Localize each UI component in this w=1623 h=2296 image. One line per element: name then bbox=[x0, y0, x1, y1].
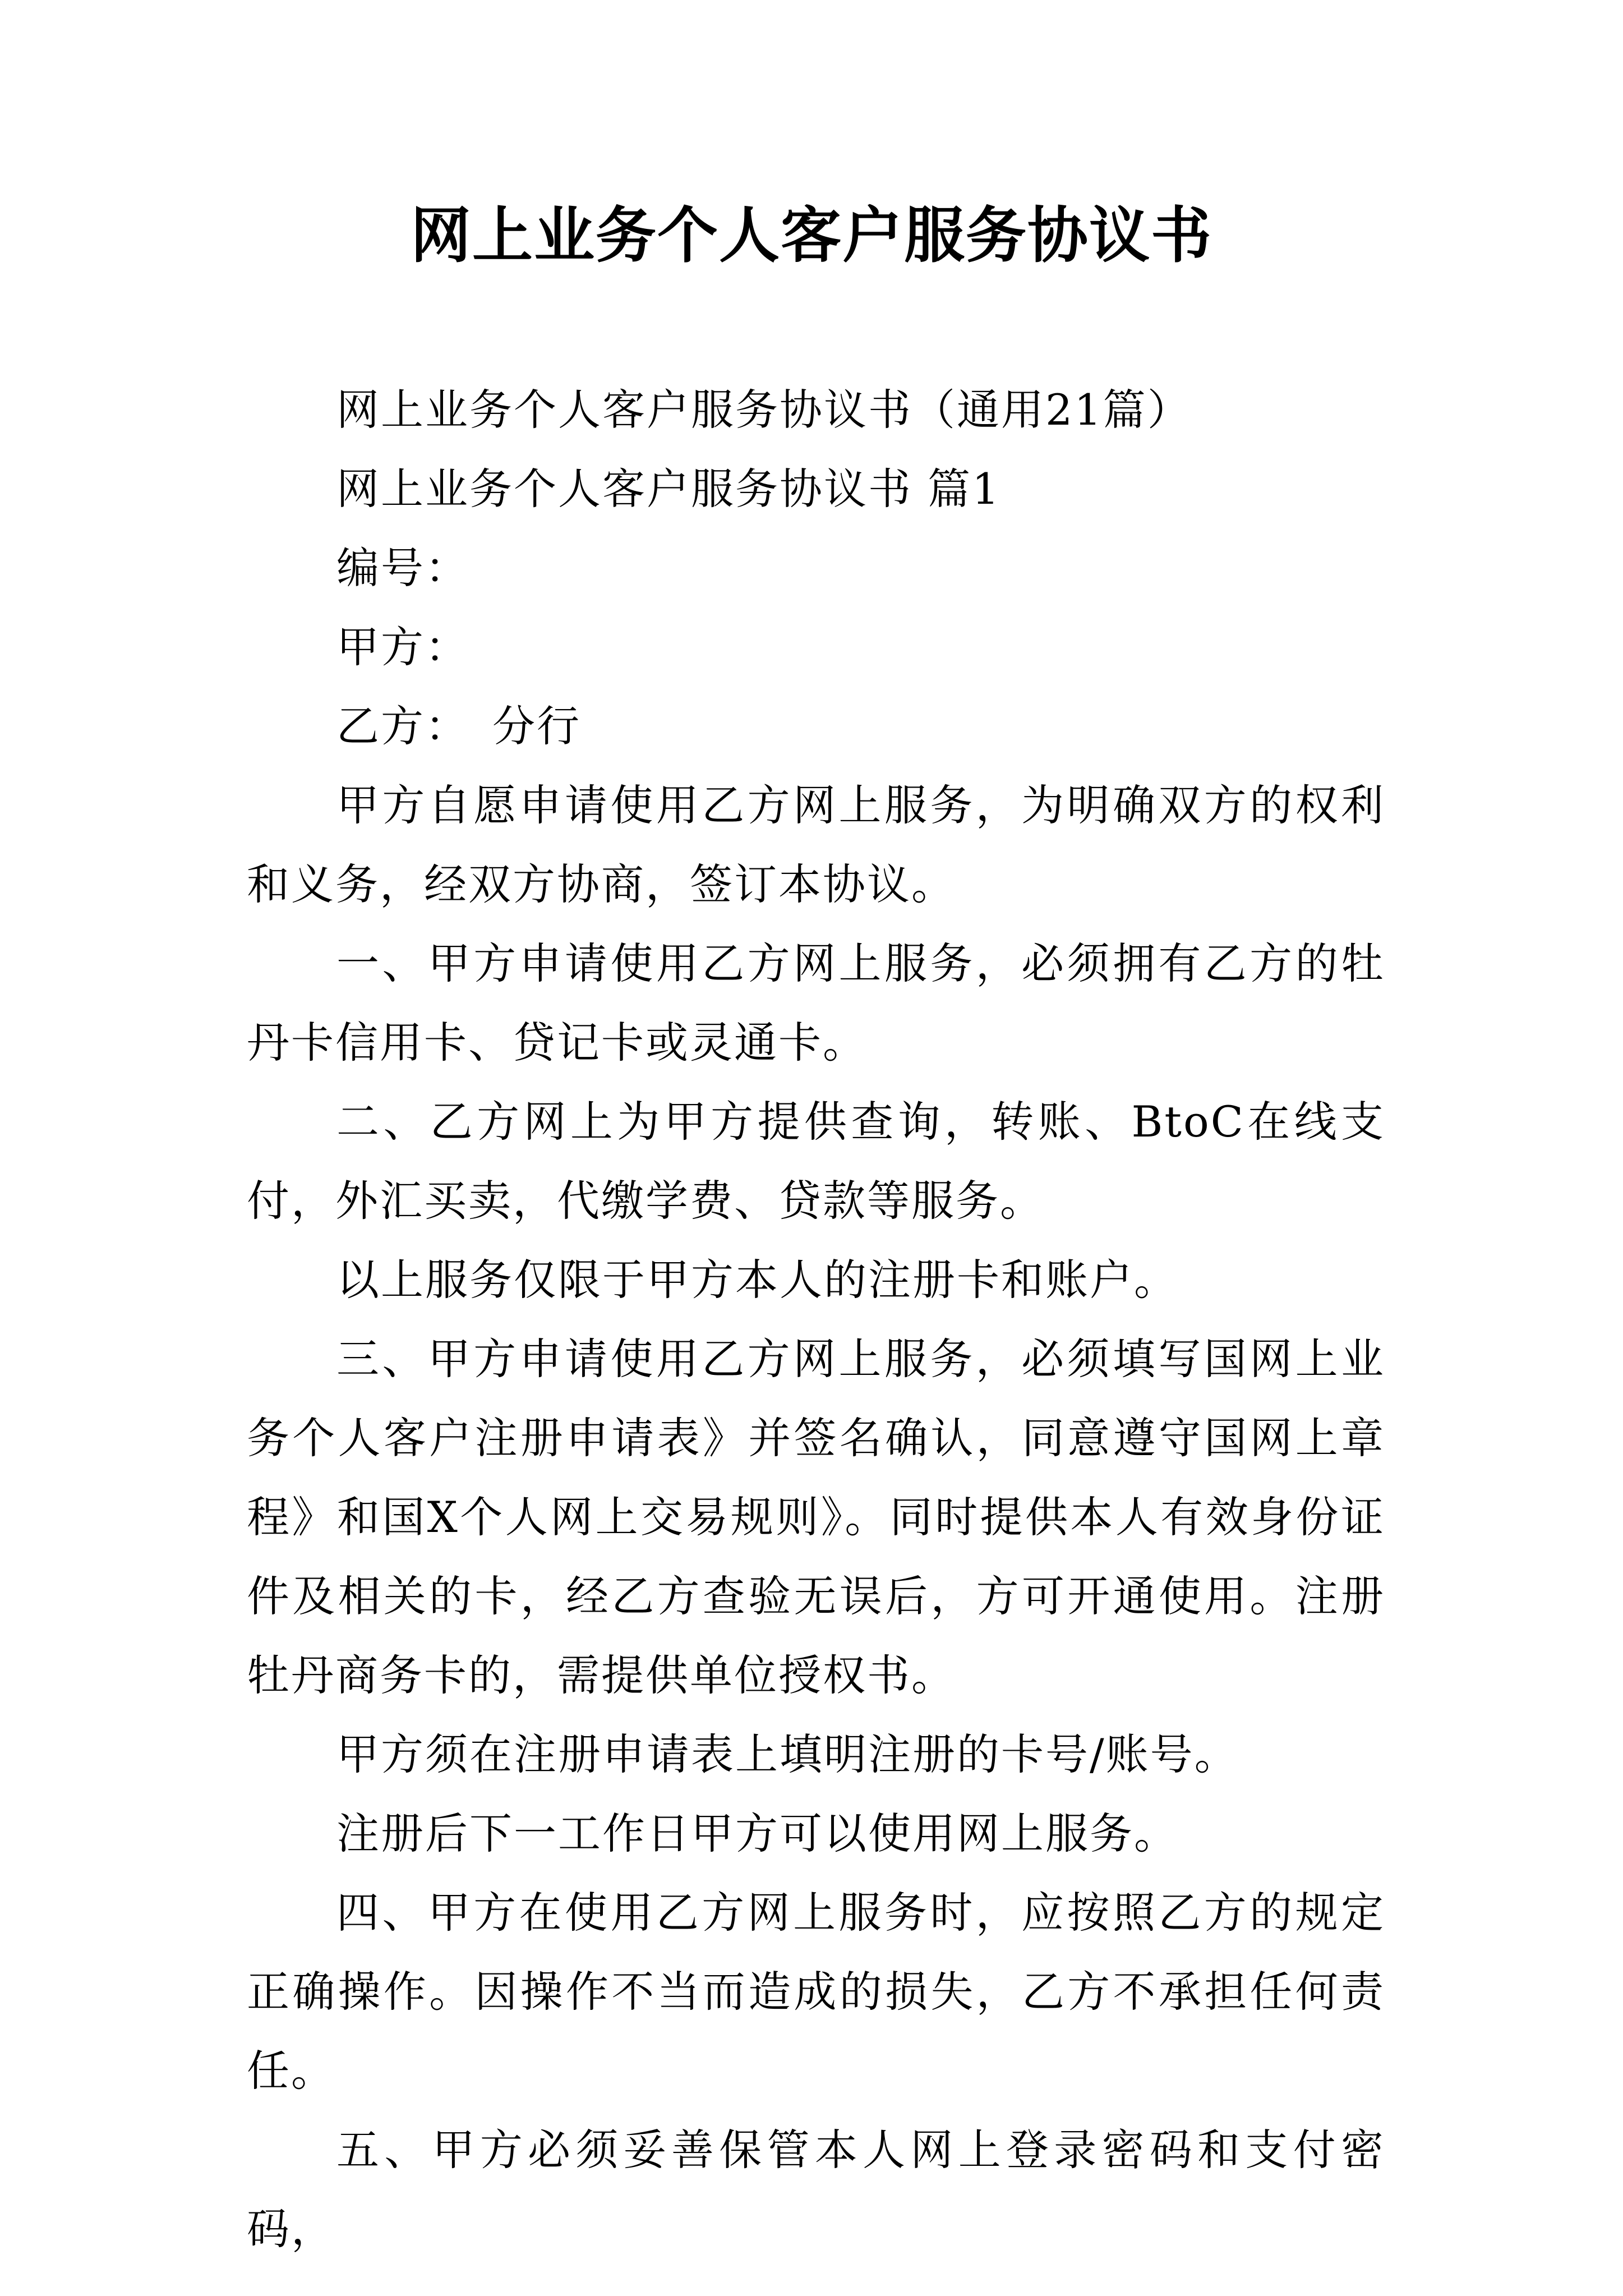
paragraph: 注册后下一工作日甲方可以使用网上服务。 bbox=[336, 1809, 1178, 1858]
section-heading: 网上业务个人客户服务协议书 篇1 bbox=[336, 464, 1001, 514]
doc-subtitle: 网上业务个人客户服务协议书（通用21篇） bbox=[336, 385, 1192, 435]
field-party-a: 甲方： bbox=[336, 622, 469, 672]
document-body bbox=[247, 370, 1385, 2269]
clause-4: 四、甲方在使用乙方网上服务时，应按照乙方的规定正确操作。因操作不当而造成的损失，乙方不承担任何责任。 bbox=[247, 1888, 1385, 2096]
document-title: 网上业务个人客户服务协议书 bbox=[410, 200, 1212, 271]
clause-3: 三、甲方申请使用乙方网上服务，必须填写国网上业务个人客户注册申请表》并签名确认，同意遵守国网上章程》和国X个人网上交易规则》。同时提供本人有效身份证件及相关的卡，经乙方查验无误后，方可开通使用。注册牡丹商务卡的，需提供单位授权书。 bbox=[247, 1334, 1385, 1700]
field-party-b: 乙方： 分行 bbox=[336, 701, 581, 751]
paragraph: 甲方须在注册申请表上填明注册的卡号/账号。 bbox=[336, 1729, 1239, 1779]
clause-5: 五、甲方必须妥善保管本人网上登录密码和支付密码， bbox=[247, 2125, 1385, 2254]
clause-2: 二、乙方网上为甲方提供查询，转账、BtoC在线支付，外汇买卖，代缴学费、贷款等服务。 bbox=[247, 1097, 1385, 1226]
field-number: 编号： bbox=[336, 543, 469, 593]
paragraph: 甲方自愿申请使用乙方网上服务，为明确双方的权利和义务，经双方协商，签订本协议。 bbox=[247, 780, 1385, 909]
clause-1: 一、甲方申请使用乙方网上服务，必须拥有乙方的牡丹卡信用卡、贷记卡或灵通卡。 bbox=[247, 938, 1385, 1068]
paragraph: 以上服务仅限于甲方本人的注册卡和账户。 bbox=[336, 1255, 1178, 1305]
